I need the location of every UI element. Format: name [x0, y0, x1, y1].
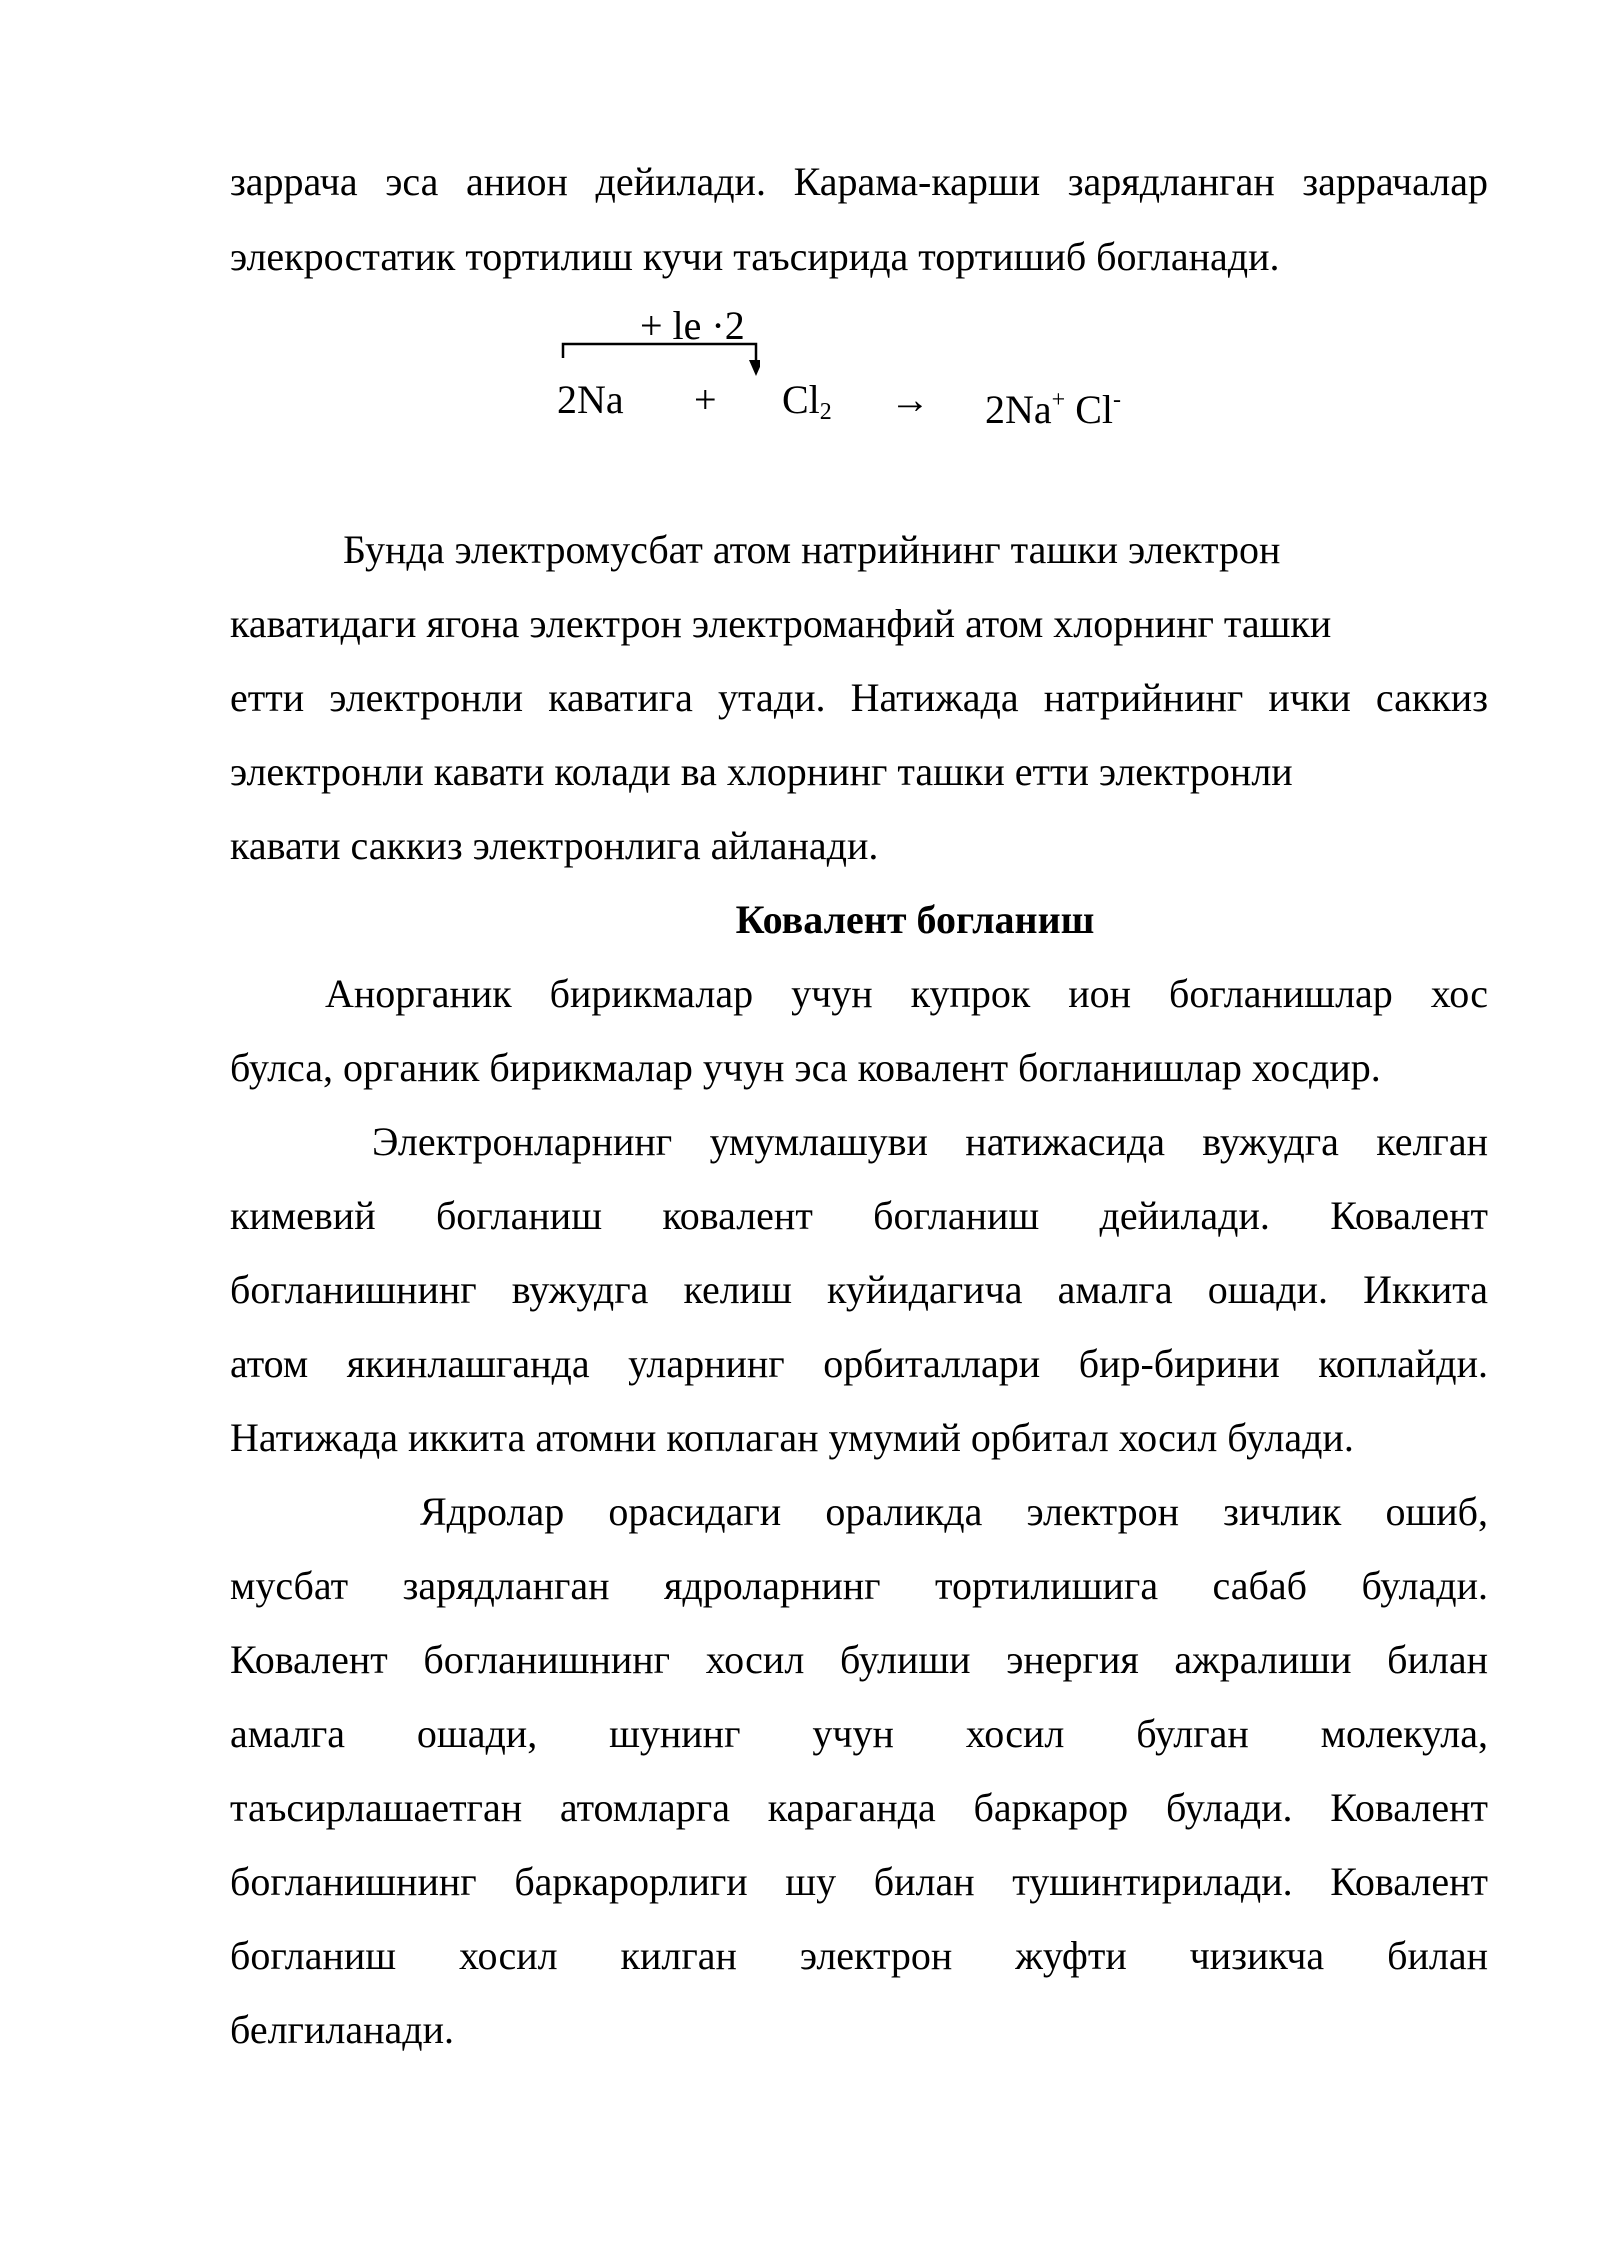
chlorine-symbol: Cl — [782, 377, 820, 422]
reactant-chlorine — [782, 376, 832, 436]
text-line: таъсирлашаетган атомларга караганда баркарор булади. Ковалент — [230, 1785, 1488, 1830]
text-line: богланиш хосил килган электрон жуфти чизикча билан — [230, 1933, 1488, 1978]
electron-transfer-label: + le ·2 — [640, 303, 745, 348]
text-line: Анорганик бирикмалар учун купрок ион богланишлар хос — [325, 971, 1488, 1016]
chlorine-subscript: 2 — [819, 399, 832, 425]
text-line: кавати саккиз электронлига айланади. — [230, 823, 879, 868]
text-line: амалга ошади, шунинг учун хосил булган молекула, — [230, 1711, 1488, 1756]
product-ions — [985, 376, 1121, 434]
text-line: Бунда электромусбат атом натрийнинг ташки электрон — [343, 527, 1281, 572]
chloride-charge: - — [1112, 387, 1121, 413]
text-line: богланишнинг вужудга келиш куйидагича амалга ошади. Иккита — [230, 1267, 1488, 1312]
text-line: Натижада иккита атомни коплаган умумий орбитал хосил булади. — [230, 1415, 1354, 1460]
text-line: заррача эса анион дейилади. Карама-карши зарядланган заррачалар — [230, 159, 1488, 204]
section-heading: Ковалент богланиш — [735, 897, 1095, 942]
text-line: Ядролар орасидаги ораликда электрон зичлик ошиб, — [420, 1489, 1488, 1534]
text-line: мусбат зарядланган ядроларнинг тортилишига сабаб булади. — [230, 1563, 1488, 1608]
text-line: атом якинлашганда уларнинг орбиталлари бир-бирини коплайди. — [230, 1341, 1488, 1386]
sodium-charge: + — [1051, 387, 1066, 413]
plus-sign: + — [694, 377, 717, 422]
text-line: Электронларнинг умумлашуви натижасида вужудга келган — [372, 1119, 1488, 1164]
text-line: белгиланади. — [230, 2007, 454, 2052]
text-line: етти электронли каватига утади. Натижада натрийнинг ички саккиз — [230, 675, 1488, 720]
text-line: элекростатик тортилиш кучи таъсирида тортишиб богланади. — [230, 234, 1280, 279]
text-line: электронли кавати колади ва хлорнинг ташки етти электронли — [230, 749, 1293, 794]
text-line: булса, органик бирикмалар учун эса ковалент богланишлар хосдир. — [230, 1045, 1381, 1090]
text-line: кимевий богланиш ковалент богланиш дейилади. Ковалент — [230, 1193, 1488, 1238]
chloride-ion: Cl — [1075, 387, 1113, 432]
text-line: каватидаги ягона электрон электроманфий атом хлорнинг ташки — [230, 601, 1332, 646]
reactant-sodium: 2Na — [557, 377, 624, 422]
text-line: Ковалент богланишнинг хосил булиши энергия ажралиши билан — [230, 1637, 1488, 1682]
reaction-arrow: → — [890, 377, 930, 422]
sodium-ion: 2Na — [985, 387, 1052, 432]
text-line: богланишнинг баркарорлиги шу билан тушинтирилади. Ковалент — [230, 1859, 1488, 1904]
